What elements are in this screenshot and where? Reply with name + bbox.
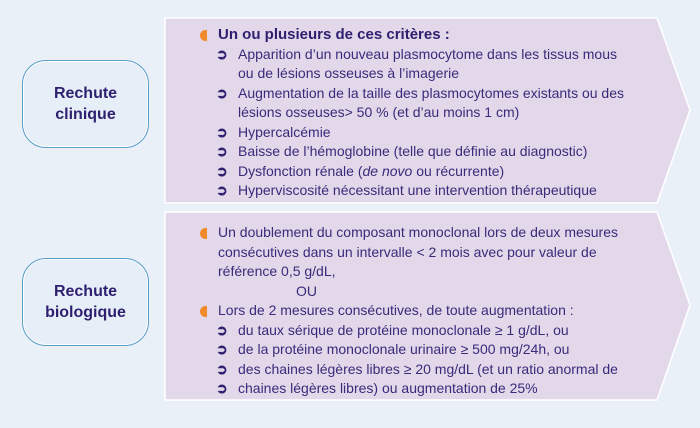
clinical-heading-row	[200, 25, 624, 45]
bullet-text: Un doublement du composant monoclonal lors de deux mesures	[218, 224, 619, 240]
list-item	[200, 181, 624, 201]
item-text: Apparition d’un nouveau plasmocytome dans les tissus mous	[238, 45, 617, 62]
item-text-cont: lésions osseuses> 50 % (et d’au moins 1 cm)	[238, 104, 520, 120]
clinical-heading: Un ou plusieurs de ces critères :	[218, 26, 450, 43]
item-text: de la protéine monoclonale urinaire ≥ 500 mg/24h, ou	[238, 341, 570, 357]
list-item	[200, 340, 618, 360]
arrow-right-icon: ➲	[216, 45, 228, 62]
item-text: Hyperviscosité nécessitant une intervention thérapeutique	[238, 182, 597, 198]
item-text: chaines légères libres) ou augmentation de 25%	[238, 380, 538, 396]
arrow-right-icon: ➲	[216, 341, 228, 357]
list-item	[200, 84, 624, 123]
orange-bullet-icon	[200, 30, 207, 41]
bullet-text: Lors de 2 mesures consécutives, de toute augmentation :	[218, 302, 574, 318]
list-item	[200, 321, 618, 341]
arrow-right-icon: ➲	[216, 360, 228, 377]
item-text: Augmentation de la taille des plasmocytomes existants ou des	[238, 84, 624, 101]
list-item	[200, 379, 618, 399]
biological-label-line2: biologique	[45, 304, 126, 321]
clinical-label-line2: clinique	[55, 106, 116, 123]
bullet-text-cont: consécutives dans un intervalle < 2 mois avec pour valeur de	[218, 243, 597, 260]
list-item	[200, 45, 624, 84]
list-item	[200, 142, 624, 162]
orange-bullet-icon	[200, 306, 207, 317]
item-text: des chaines légères libres ≥ 20 mg/dL (et un ratio anormal de	[238, 360, 618, 377]
item-text: Hypercalcémie	[238, 123, 331, 140]
arrow-right-icon: ➲	[216, 123, 228, 140]
item-text-italic: de novo	[362, 162, 413, 179]
item-text-cont: ou de lésions osseuses à l’imagerie	[238, 65, 460, 81]
item-text: du taux sérique de protéine monoclonale ≥ 1 g/dL, ou	[238, 321, 569, 338]
biological-criteria	[200, 223, 618, 399]
biological-relapse-label	[22, 258, 149, 346]
bio-bullet-1	[200, 223, 618, 282]
arrow-right-icon: ➲	[216, 321, 228, 338]
orange-bullet-icon	[200, 228, 207, 239]
or-text: OU	[296, 282, 317, 299]
clinical-relapse-label	[22, 60, 149, 148]
bio-bullet-2	[200, 301, 618, 321]
item-text-post: ou récurrente)	[412, 162, 505, 179]
arrow-right-icon: ➲	[216, 162, 228, 179]
list-item	[200, 162, 624, 182]
clinical-criteria	[200, 25, 624, 201]
biological-label-line1: Rechute	[53, 283, 118, 300]
item-text: Baisse de l’hémoglobine (telle que définie au diagnostic)	[238, 143, 588, 159]
arrow-right-icon: ➲	[216, 143, 228, 159]
clinical-label-line1: Rechute	[53, 85, 118, 102]
list-item	[200, 360, 618, 380]
or-separator	[200, 282, 618, 302]
arrow-right-icon: ➲	[216, 380, 228, 396]
item-text: Dysfonction rénale (	[238, 162, 363, 179]
list-item	[200, 123, 624, 143]
arrow-right-icon: ➲	[216, 84, 228, 101]
arrow-right-icon: ➲	[216, 182, 228, 198]
bullet-text-cont: référence 0,5 g/dL,	[218, 263, 336, 279]
